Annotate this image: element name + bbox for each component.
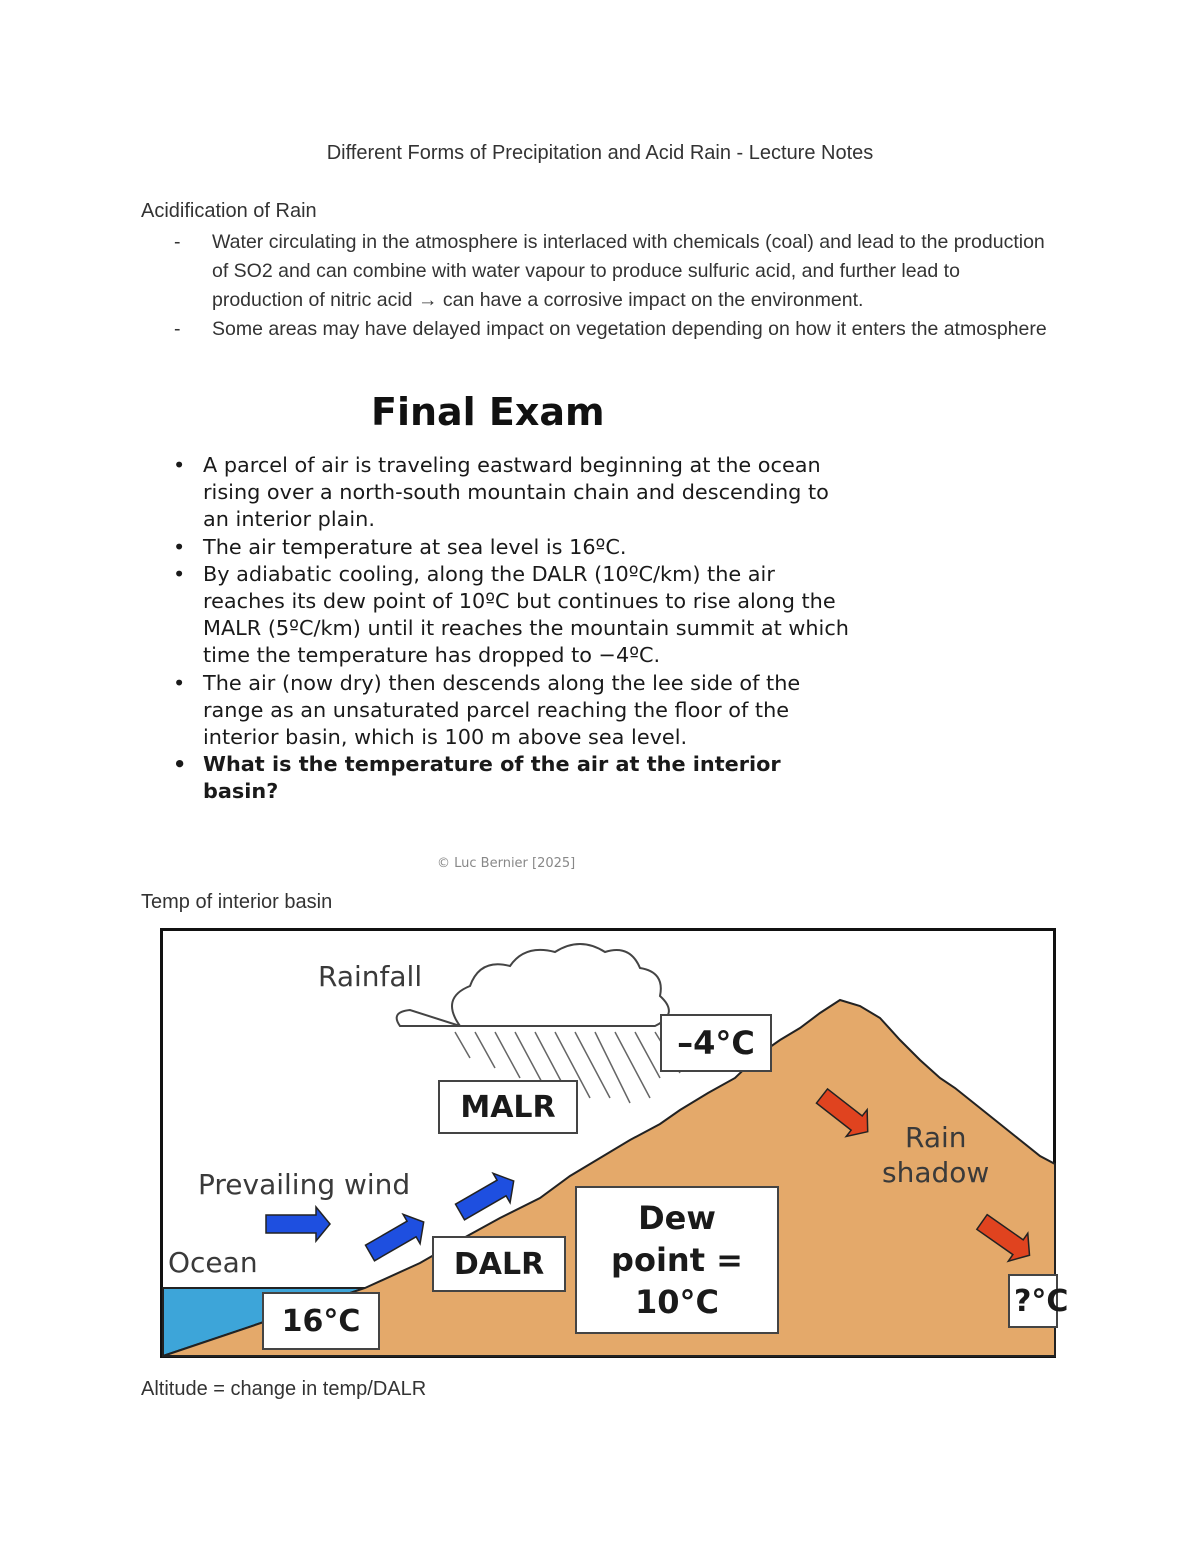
bullet-dash: - (174, 318, 181, 340)
notes-bullet (141, 228, 1051, 315)
dew-point-line3: 10°C (634, 1283, 719, 1321)
notes-bullet-text: Some areas may have delayed impact on vegetation depending on how it enters the atmosphere (212, 318, 1047, 340)
ocean-label: Ocean (168, 1246, 258, 1279)
slide-bullet-text: The air (now dry) then descends along the lee side of the range as an unsaturated parcel reaching the floor of the interior basin, which is 100 m above sea level. (203, 670, 801, 750)
document-title: Different Forms of Precipitation and Acid Rain - Lecture Notes (326, 142, 874, 164)
notes-bullet-text: Water circulating in the atmosphere is interlaced with chemicals (coal) and lead to the production of SO2 and can combine with water vapour to produce sulfuric acid, and further lead to production of nitric acid → can have a corrosive impact on the environment. (212, 231, 1045, 311)
slide-bullet (171, 561, 861, 670)
slide-bullet (171, 534, 861, 561)
bullet-dot: • (173, 670, 186, 695)
prevailing-wind-label: Prevailing wind (198, 1168, 411, 1201)
dalr-box: DALR (432, 1236, 566, 1292)
summit-temp-box: –4°C (660, 1014, 772, 1072)
dew-point-line1: Dew (638, 1199, 716, 1237)
section-heading: Acidification of Rain (141, 200, 317, 222)
bullet-dash: - (174, 231, 181, 253)
rain-shadow-label-line1: Rain (905, 1121, 967, 1154)
notes-bullet (141, 315, 1051, 344)
sea-level-temp-box: 16°C (262, 1292, 380, 1350)
bullet-dot: • (173, 453, 186, 477)
exam-slide-image (141, 390, 861, 885)
dew-point-box (575, 1186, 779, 1334)
slide-bullet (171, 452, 861, 534)
rainfall-label: Rainfall (318, 960, 423, 993)
slide-bullet-text: A parcel of air is traveling eastward beginning at the ocean rising over a north-south mountain chain and descending to an interior plain. (203, 453, 829, 532)
bullet-dot: • (173, 561, 186, 586)
malr-box: MALR (438, 1080, 578, 1134)
slide-heading: Final Exam (371, 390, 605, 434)
dew-point-line2: point = (611, 1241, 743, 1279)
notes-bullet-list (141, 228, 1051, 344)
slide-question (171, 751, 861, 805)
orographic-diagram (160, 928, 1069, 1360)
slide-question-text: What is the temperature of the air at the interior basin? (203, 752, 781, 804)
copyright-text: © Luc Bernier [2025] (437, 856, 576, 871)
formula-caption: Altitude = change in temp/DALR (141, 1378, 427, 1400)
bullet-dot: • (173, 534, 186, 559)
interior-basin-temp-box: ?°C (1008, 1274, 1058, 1328)
slide-bullet-list (171, 452, 861, 806)
slide-bullet-text: By adiabatic cooling, along the DALR (10ºC/km) the air reaches its dew point of 10ºC but continues to rise along the MALR (5ºC/km) until it reaches the mountain summit at which time the temperature has dropped to −4ºC. (203, 561, 849, 668)
slide-bullet (171, 670, 861, 752)
rain-shadow-label-line2: shadow (882, 1156, 990, 1189)
diagram-caption: Temp of interior basin (141, 891, 333, 913)
slide-bullet-text: The air temperature at sea level is 16ºC. (203, 534, 627, 559)
bullet-dot: • (173, 752, 187, 777)
